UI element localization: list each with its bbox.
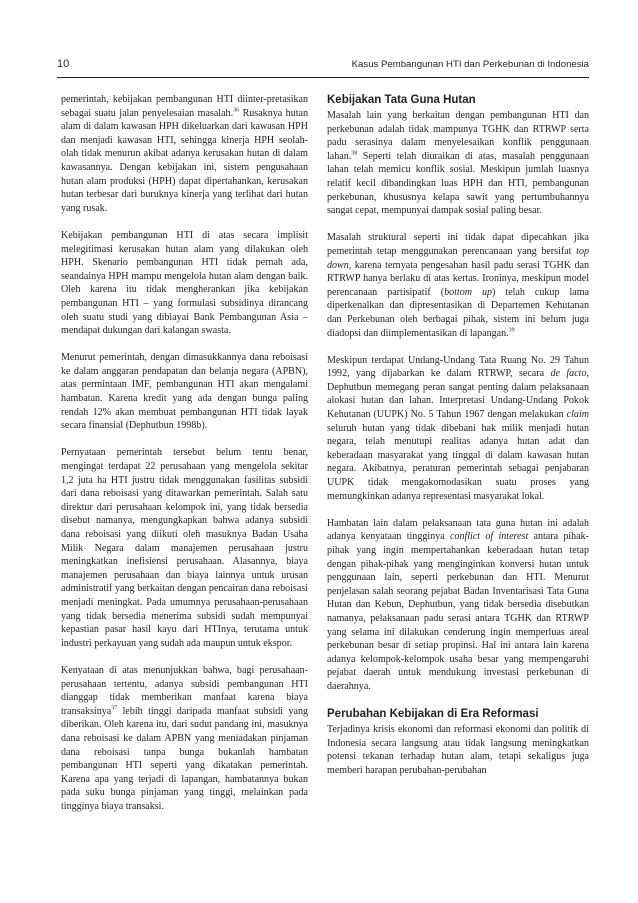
running-title: Kasus Pembangunan HTI dan Perkebunan di Indonesia (351, 59, 589, 70)
footnote-ref: 38 (351, 150, 358, 157)
section-heading-tata-guna-hutan: Kebijakan Tata Guna Hutan (327, 94, 476, 106)
right-paragraph-4: Hambatan lain dalam pelaksanaan tata guna hutan ini adalah adanya kenyataan tingginya conflict of interest antara pihak-pihak yang ingin mempertahankan keberadaan hutan tetap dengan pihak-pihak yang menginginkan konversi hutan untuk penggunaan lain, seperti perkebunan dan HTI. Menurut penjelasan salah seorang pejabat Badan Inventarisasi Tata Guna Hutan dan Kebun, Dephutbun, yang tidak bersedia disebutkan namanya, pelaksanaan padu serasi antara TGHK dan RTRWP yang selama ini dilakukan cenderung ingin memperluas areal perkebunan besar di setiap propinsi. Hal ini antara lain karena adanya kelompok-kelompok usaha besar yang mempengaruhi pejabat daerah untuk mendukung investasi perkebunan di daerahnya. (327, 517, 590, 692)
page-number: 10 (57, 58, 70, 70)
right-paragraph-5: Terjadinya krisis ekonomi dan reformasi ekonomi dan politik di Indonesia secara langsung atau tidak langsung meningkatkan potensi tekanan terhadap hutan alam, tetapi sekaligus juga memberi harapan perubahan-perubahan (327, 724, 589, 776)
right-paragraph-3: Meskipun terdapat Undang-Undang Tata Ruang No. 29 Tahun 1992, yang dijabarkan ke dalam RTRWP, secara de facto, Dephutbun memegang peran sangat penting dalam pelaksanaan alokasi hutan dan lahan. Interpretasi Undang-Undang Pokok Kehutanan (UUPK) No. 5 Tahun 1967 dengan melakukan claim seluruh hutan yang tidak dibebani hak milik menjadi hutan negara, telah menutupi realitas adanya hutan adat dan keberadaan masyarakat yang tinggal di dalam kawasan hutan negara. Akibatnya, peraturan pemerintah sebagai penjabaran UUPK tidak mengakomodasikan suatu proses yang memungkinkan adanya representasi masyarakat lokal. (327, 354, 589, 502)
page-header (57, 57, 589, 78)
right-paragraph-1: Masalah lain yang berkaitan dengan pembangunan HTI dan perkebunan adalah tidak mampunya TGHK dan RTRWP serta padu serasinya dalam menyelesaikan konflik penggunaan lahan.$^{38}$ Seperti telah diuraikan di atas, masalah penggunaan lahan telah memicu konflik sosial. Meskipun jumlah luasnya relatif kecil dibandingkan luas HPH dan HTI, pembangunan perkebunan, khususnya kelapa sawit yang pertumbuhannya sangat cepat, mempunyai dampak sosial paling besar. (327, 110, 589, 217)
left-column (61, 93, 308, 827)
left-paragraph-3: Menurut pemerintah, dengan dimasukkannya dana reboisasi ke dalam anggaran pendapatan dan belanja negara (APBN), atas permintaan IMF, pembangunan HTI akan mengalami hambatan. Karena kredit yang ada dengan bunga paling rendah 12% akan membuat pembangunan HTI tidak layak secara finansial (Dephutbun 1998b). (61, 352, 308, 432)
right-column (327, 93, 589, 791)
left-paragraph-4: Pernyataan pemerintah tersebut belum tentu benar, mengingat terdapat 22 perusahaan yang mengelola sekitar 1,2 juta ha HTI justru tidak menggunakan fasilitas subsidi dari dana reboisasi yang ditawarkan pemerintah. Salah satu direktur dari perusahaan kelompok ini, yang tidak bersedia disebut namanya, mengungkapkan bahwa adanya subsidi dana reboisasi yang diikuti oleh masuknya Badan Usaha Milik Negara dalam manajemen perusahaan justru meningkatkan inefisiensi perusahaan. Alasannya, biaya manajemen perusahaan dan biaya lainnya untuk urusan administratif yang berkaitan dengan pencairan dana reboisasi menjadi meningkat. Pada umumnya perusahaan-perusahaan yang tidak bersedia menerima subsidi sudah mempunyai kepastian pasar hasil kayu dari HTInya, terutama untuk industri perkayuan yang sudah ada maupun untuk ekspor. (61, 447, 308, 649)
footnote-ref: 36 (233, 107, 240, 114)
right-paragraph-2: Masalah struktural seperti ini tidak dapat dipecahkan jika pemerintah tetap menggunakan perencanaan yang bersifat top down, karena ternyata pengesahan hasil padu serasi TGHK dan RTRWP hanya berlaku di atas kertas. Ironinya, meskipun model perencanaan partisipatif (bottom up) telah cukup lama diperkenalkan dan dipresentasikan di Departemen Kehutanan dan Perkebunan oleh berbagai pihak, sistem ini belum juga diadopsi dan diimplementasikan di lapangan.$^{39}$ (327, 232, 590, 339)
left-paragraph-5: Kenyataan di atas menunjukkan bahwa, bagi perusahaan-perusahaan tertentu, adanya subsidi pembangunan HTI dianggap tidak memberikan manfaat karena biaya transaksinya$^{37}$ lebih tinggi daripada manfaat subsidi yang diberikan. Oleh karena itu, dari sudut pandang ini, masuknya dana reboisasi ke dalam APBN yang meniadakan pinjaman dana reboisasi tanpa bunga bukanlah hambatan pembangunan HTI seperti yang dikatakan pemerintah. Karena apa yang terjadi di lapangan, hambatannya bukan pada suku bunga pinjaman yang tinggi, melainkan pada tingginya biaya transaksi. (61, 664, 308, 812)
left-paragraph-1: pemerintah, kebijakan pembangunan HTI diinter-pretasikan sebagai suatu jalan penyelesaian masalah.$^{36}$ Rusaknya hutan alam di dalam kawasan HPH dikeluarkan dari kawasan HPH dan menjadi kawasan HTI, sehingga kinerja HPH seolah-olah tidak menurun akibat adanya kerusakan hutan di dalam kawasannya. Dengan kebijakan ini, sistem pengusahaan hutan alam produksi (HPH) dapat dipertahankan, kerusakan hutan terbesar dari buruknya kinerja yang terlihat dari hutan yang rusak. (61, 94, 308, 214)
footnote-ref: 37 (111, 705, 118, 712)
left-paragraph-2: Kebijakan pembangunan HTI di atas secara implisit melegitimasi kerusakan hutan alam yang dilakukan oleh HPH. Skenario pembangunan HTI tidak pernah ada, seandainya HPH mampu mengelola hutan alam dengan baik. Oleh karena itu tidak mengherankan jika kebijakan pembangunan HTI – yang formulasi subsidinya dirancang oleh suatu studi yang dibiayai Bank Pembangunan Asia – mendapat dukungan dari kalangan swasta. (61, 229, 308, 337)
footnote-ref: 39 (508, 327, 515, 334)
section-heading-reformasi: Perubahan Kebijakan di Era Reformasi (327, 708, 539, 721)
